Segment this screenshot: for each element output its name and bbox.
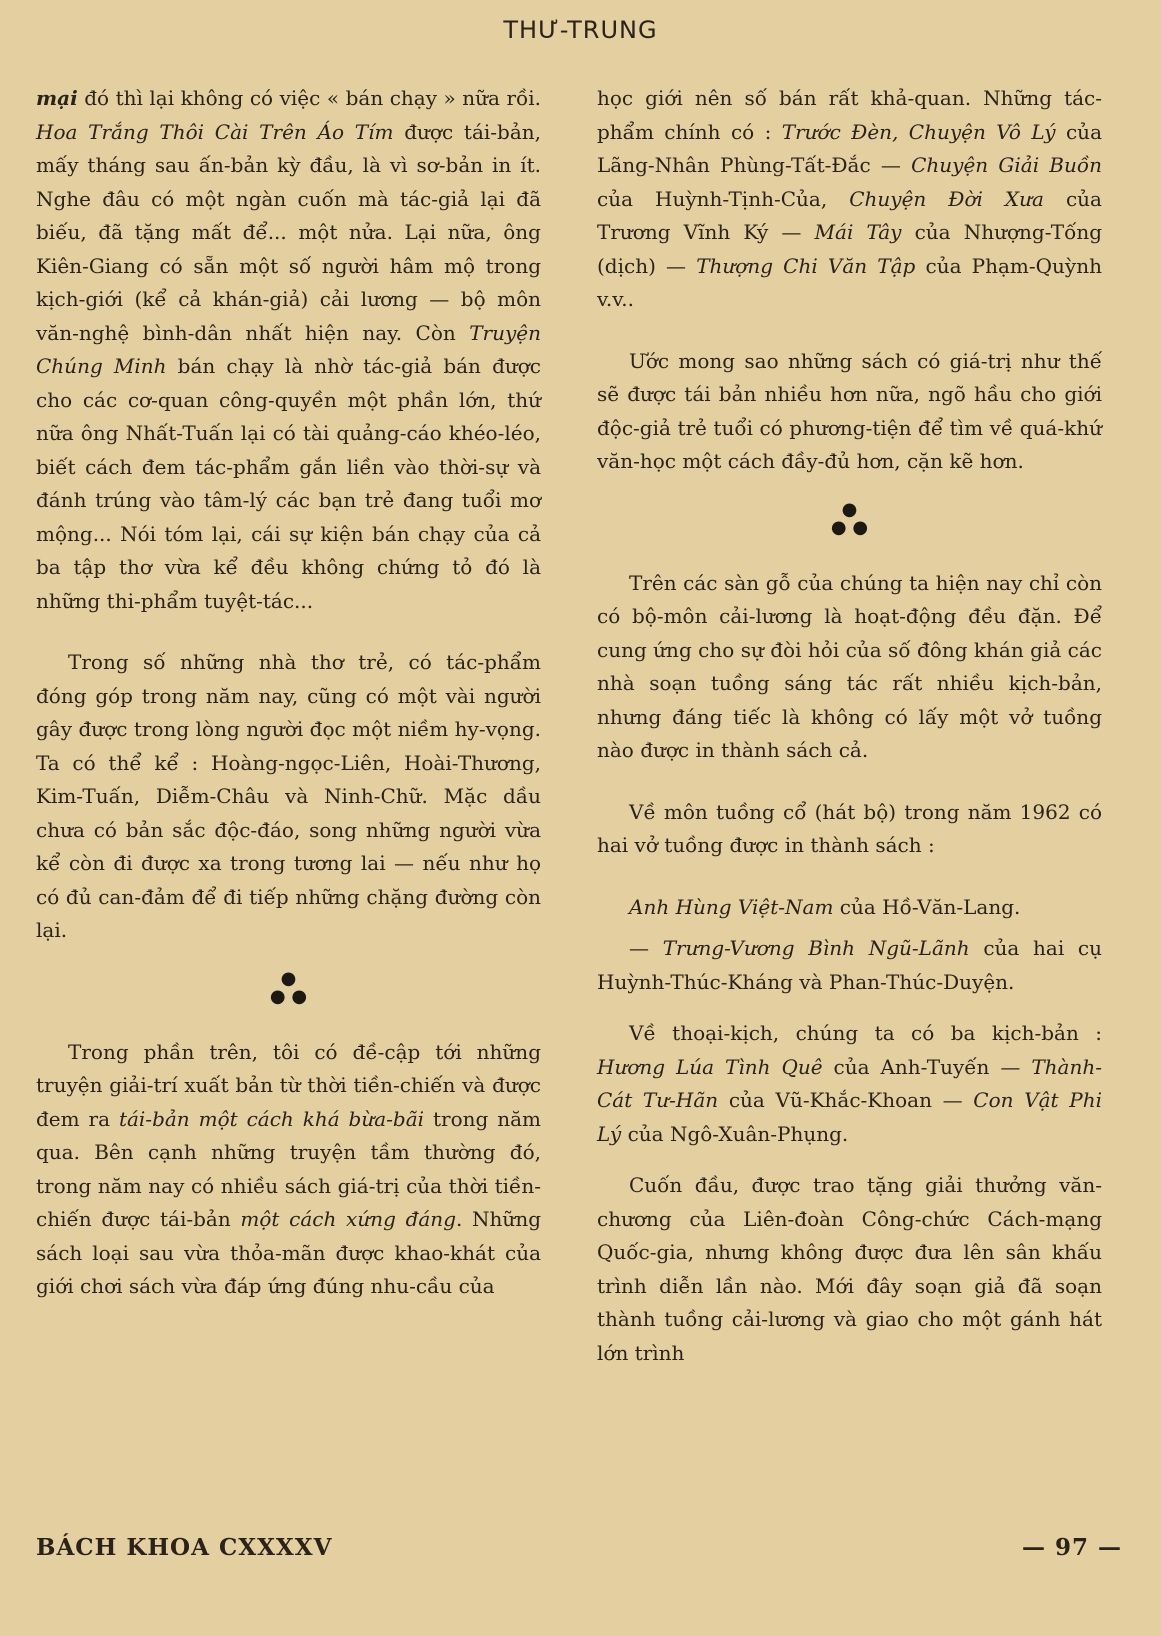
play-title: Trưng-Vương Bình Ngũ-Lãnh <box>662 936 970 960</box>
running-header: THƯ-TRUNG <box>503 16 658 44</box>
book-title: Mái Tây <box>814 220 902 244</box>
paragraph: Trong phần trên, tôi có đề-cập tới những truyện giải-trí xuất bản từ thời tiền-chiến và được đem ra tái-bản một cách khá bừa-bãi trong năm qua. Bên cạnh những truyện tầm thường đó, trong năm nay có nhiều sách giá-trị của thời tiền-chiến được tái-bản một cách xứng đáng. Những sách loại sau vừa thỏa-mãn được khao-khát của giới chơi sách vừa đáp ứng đúng nhu-cầu của <box>36 1039 541 1298</box>
paragraph: Ước mong sao những sách có giá-trị như thế sẽ được tái bản nhiều hơn nữa, ngõ hầu cho giới độc-giả trẻ tuổi có phương-tiện để tìm về quá-khứ văn-học một cách đầy-đủ hơn, cặn kẽ hơn. <box>597 348 1102 473</box>
paragraph: — Trưng-Vương Bình Ngũ-Lãnh của hai cụ Huỳnh-Thúc-Kháng và Phan-Thúc-Duyện. <box>597 936 1102 994</box>
magazine-issue: BÁCH KHOA CXXXXV <box>36 1534 333 1561</box>
book-title: Chuyện Đời Xưa <box>849 186 1044 211</box>
play-title: Thành-Cát Tư-Hãn <box>597 1054 1102 1112</box>
paragraph: Anh Hùng Việt-Nam của Hồ-Văn-Lang. <box>629 894 1021 919</box>
book-title: Chuyện Giải Buồn <box>911 153 1102 177</box>
book-title: Trước Đèn, Chuyện Vô Lý <box>781 119 1056 144</box>
paragraph: Trên các sàn gỗ của chúng ta hiện nay chỉ còn có bộ-môn cải-lương là hoạt-động đều đặn. Để cung ứng cho sự đòi hỏi của số đông khán giả các nhà soạn tuồng sáng tác rất nhiều kịch-bản, nhưng đáng tiếc là không có lấy một vở tuồng nào được in thành sách cả. <box>597 570 1102 762</box>
paragraph: Về môn tuồng cổ (hát bộ) trong năm 1962 có hai vở tuồng được in thành sách : <box>597 799 1102 857</box>
paragraph: Trong số những nhà thơ trẻ, có tác-phẩm đóng góp trong năm nay, cũng có một vài người gây được trong lòng người đọc một niềm hy-vọng. Ta có thể kể : Hoàng-ngọc-Liên, Hoài-Thương, Kim-Tuấn, Diễm-Châu và Ninh-Chữ. Mặc dầu chưa có bản sắc độc-đáo, song những người vừa kể còn đi được xa trong tương lai — nếu như họ có đủ can-đảm để đi tiếp những chặng đường còn lại. <box>36 650 541 942</box>
book-title: Hoa Trắng Thôi Cài Trên Áo Tím <box>36 119 394 144</box>
paragraph: mại đó thì lại không có việc « bán chạy » nữa rồi. Hoa Trắng Thôi Cài Trên Áo Tím được tái-bản, mấy tháng sau ấn-bản kỳ đầu, là vì sơ-bản in ít. Nghe đâu có một ngàn cuốn mà tác-giả lại đã biếu, đã tặng mất để... một nửa. Lại nữa, ông Kiên-Giang có sẵn một số người hâm mộ trong kịch-giới (kể cả khán-giả) cải lương — bộ môn văn-nghệ bình-dân nhất hiện nay. Còn Truyện Chúng Minh bán chạy là nhờ tác-giả bán được cho các cơ-quan công-quyền một phần lớn, thứ nữa ông Nhất-Tuấn lại có tài quảng-cáo khéo-léo, biết cách đem tác-phẩm gắn liền vào thời-sự và đánh trúng vào tâm-lý các bạn trẻ đang tuổi mơ mộng... Nói tóm lại, cái sự kiện bán chạy của cả ba tập thơ vừa kể đều không chứng tỏ đó là những thi-phẩm tuyệt-tác... <box>36 86 541 613</box>
play-title: Con Vật Phi Lý <box>597 1088 1102 1146</box>
play-title: Hương Lúa Tình Quê <box>597 1054 823 1079</box>
book-title: Thượng Chi Văn Tập <box>696 253 916 278</box>
left-column <box>36 82 541 1304</box>
paragraph: Cuốn đầu, được trao tặng giải thưởng văn-chương của Liên-đoàn Công-chức Cách-mạng Quốc-gia, nhưng không được đưa lên sân khấu trình diễn lần nào. Mới đây soạn giả đã soạn thành tuồng cải-lương và giao cho một gánh hát lớn trình <box>597 1173 1102 1365</box>
right-column <box>597 82 1102 1370</box>
play-title: Anh Hùng Việt-Nam <box>629 894 834 919</box>
section-separator: ● ● ● <box>830 498 869 538</box>
section-separator: ● ● ● <box>269 967 308 1007</box>
paragraph: Về thoại-kịch, chúng ta có ba kịch-bản : Hương Lúa Tình Quê của Anh-Tuyến — Thành-Cát Tư-Hãn của Vũ-Khắc-Khoan — Con Vật Phi Lý của Ngô-Xuân-Phụng. <box>597 1021 1102 1146</box>
paragraph: học giới nên số bán rất khả-quan. Những tác-phẩm chính có : Trước Đèn, Chuyện Vô Lý của Lãng-Nhân Phùng-Tất-Đắc — Chuyện Giải Buồn của Huỳnh-Tịnh-Của, Chuyện Đời Xưa của Trương Vĩnh Ký — Mái Tây của Nhượng-Tống (dịch) — Thượng Chi Văn Tập của Phạm-Quỳnh v.v.. <box>597 86 1103 311</box>
book-title: Truyện Chúng Minh <box>36 320 541 378</box>
page-number: — 97 — <box>1021 1534 1122 1561</box>
